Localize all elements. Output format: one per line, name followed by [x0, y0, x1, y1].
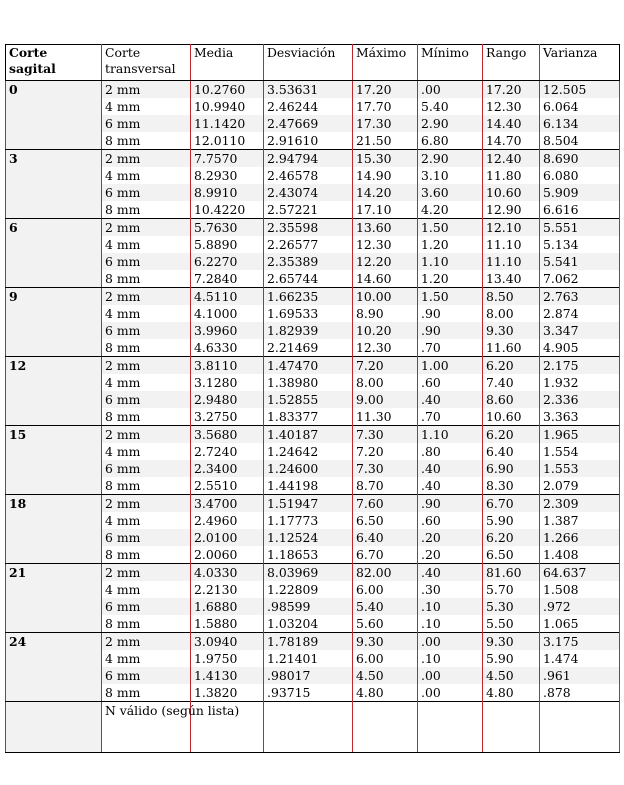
cell-minimo: .30: [418, 581, 483, 598]
cell-minimo: 6.80: [418, 132, 483, 150]
cell-maximo: 21.50: [353, 132, 418, 150]
header-row: [6, 45, 620, 81]
cell-maximo: 17.10: [353, 201, 418, 219]
cell-desviacion: .98599: [264, 598, 353, 615]
cell-transversal: 4 mm: [102, 443, 191, 460]
group-label: 0: [6, 81, 102, 150]
cell-varianza: 8.690: [540, 150, 620, 168]
cell-desviacion: 3.53631: [264, 81, 353, 99]
cell-maximo: 6.00: [353, 650, 418, 667]
cell-varianza: 8.504: [540, 132, 620, 150]
table-row: [6, 633, 620, 651]
cell-media: 6.2270: [191, 253, 264, 270]
cell-minimo: .40: [418, 460, 483, 477]
cell-maximo: 82.00: [353, 564, 418, 582]
cell-media: 7.7570: [191, 150, 264, 168]
cell-maximo: 6.50: [353, 512, 418, 529]
cell-media: 3.5680: [191, 426, 264, 444]
cell-maximo: 12.30: [353, 236, 418, 253]
cell-maximo: 9.30: [353, 633, 418, 651]
cell-transversal: 2 mm: [102, 81, 191, 99]
cell-varianza: 6.616: [540, 201, 620, 219]
cell-minimo: .10: [418, 650, 483, 667]
cell-desviacion: 1.18653: [264, 546, 353, 564]
cell-maximo: 7.20: [353, 357, 418, 375]
cell-transversal: 8 mm: [102, 546, 191, 564]
footer-row: [6, 702, 620, 753]
cell-transversal: 8 mm: [102, 615, 191, 633]
cell-rango: 8.50: [483, 288, 540, 306]
cell-minimo: .70: [418, 408, 483, 426]
cell-varianza: .972: [540, 598, 620, 615]
cell-minimo: .60: [418, 374, 483, 391]
cell-minimo: 1.50: [418, 288, 483, 306]
cell-transversal: 4 mm: [102, 98, 191, 115]
cell-media: 2.5510: [191, 477, 264, 495]
cell-media: 4.0330: [191, 564, 264, 582]
cell-maximo: 13.60: [353, 219, 418, 237]
cell-media: 8.9910: [191, 184, 264, 201]
cell-media: 4.5110: [191, 288, 264, 306]
cell-transversal: 8 mm: [102, 408, 191, 426]
cell-transversal: 2 mm: [102, 219, 191, 237]
cell-minimo: 1.20: [418, 270, 483, 288]
cell-minimo: .60: [418, 512, 483, 529]
cell-varianza: 5.909: [540, 184, 620, 201]
cell-varianza: 1.266: [540, 529, 620, 546]
cell-transversal: 6 mm: [102, 391, 191, 408]
cell-media: 1.9750: [191, 650, 264, 667]
cell-varianza: 3.347: [540, 322, 620, 339]
cell-transversal: 2 mm: [102, 150, 191, 168]
cell-desviacion: 2.35389: [264, 253, 353, 270]
cell-transversal: 8 mm: [102, 132, 191, 150]
cell-transversal: 8 mm: [102, 684, 191, 702]
cell-rango: 8.30: [483, 477, 540, 495]
cell-media: 10.4220: [191, 201, 264, 219]
cell-minimo: .10: [418, 615, 483, 633]
footer-empty-cell: [540, 702, 620, 753]
statistics-table: [5, 44, 620, 753]
cell-transversal: 2 mm: [102, 564, 191, 582]
footer-empty-cell: [483, 702, 540, 753]
cell-media: 1.6880: [191, 598, 264, 615]
cell-media: 2.0060: [191, 546, 264, 564]
footer-empty-cell: [6, 702, 102, 753]
cell-maximo: 8.00: [353, 374, 418, 391]
cell-desviacion: 8.03969: [264, 564, 353, 582]
cell-minimo: 1.10: [418, 253, 483, 270]
cell-rango: 9.30: [483, 633, 540, 651]
header-rango: Rango: [483, 45, 540, 81]
cell-varianza: 2.079: [540, 477, 620, 495]
table-body: [6, 81, 620, 753]
cell-maximo: 17.20: [353, 81, 418, 99]
cell-minimo: .00: [418, 667, 483, 684]
cell-desviacion: 1.24600: [264, 460, 353, 477]
cell-media: 3.0940: [191, 633, 264, 651]
cell-media: 3.1280: [191, 374, 264, 391]
cell-varianza: 7.062: [540, 270, 620, 288]
cell-media: 5.8890: [191, 236, 264, 253]
cell-varianza: 1.965: [540, 426, 620, 444]
header-corte-sagital: Corte sagital: [6, 45, 102, 81]
cell-maximo: 14.90: [353, 167, 418, 184]
cell-media: 1.3820: [191, 684, 264, 702]
cell-varianza: 2.874: [540, 305, 620, 322]
cell-rango: 9.30: [483, 322, 540, 339]
cell-rango: 17.20: [483, 81, 540, 99]
cell-maximo: 5.40: [353, 598, 418, 615]
cell-varianza: 6.134: [540, 115, 620, 132]
cell-desviacion: .98017: [264, 667, 353, 684]
cell-transversal: 8 mm: [102, 201, 191, 219]
cell-desviacion: 2.21469: [264, 339, 353, 357]
cell-minimo: 1.20: [418, 236, 483, 253]
cell-varianza: 1.932: [540, 374, 620, 391]
header-maximo: Máximo: [353, 45, 418, 81]
group-label: 6: [6, 219, 102, 288]
table-row: [6, 564, 620, 582]
cell-minimo: 5.40: [418, 98, 483, 115]
cell-transversal: 6 mm: [102, 253, 191, 270]
cell-minimo: .80: [418, 443, 483, 460]
cell-minimo: .40: [418, 564, 483, 582]
cell-desviacion: 1.66235: [264, 288, 353, 306]
cell-varianza: 1.474: [540, 650, 620, 667]
footer-empty-cell: [353, 702, 418, 753]
cell-minimo: 1.50: [418, 219, 483, 237]
cell-rango: 6.20: [483, 529, 540, 546]
table-row: [6, 150, 620, 168]
cell-varianza: 6.064: [540, 98, 620, 115]
cell-desviacion: 1.82939: [264, 322, 353, 339]
cell-transversal: 6 mm: [102, 115, 191, 132]
cell-desviacion: 1.40187: [264, 426, 353, 444]
cell-rango: 5.30: [483, 598, 540, 615]
cell-minimo: .90: [418, 495, 483, 513]
header-varianza: Varianza: [540, 45, 620, 81]
cell-media: 10.2760: [191, 81, 264, 99]
cell-desviacion: 1.69533: [264, 305, 353, 322]
cell-varianza: 2.175: [540, 357, 620, 375]
cell-varianza: 3.175: [540, 633, 620, 651]
cell-desviacion: 2.91610: [264, 132, 353, 150]
cell-maximo: 15.30: [353, 150, 418, 168]
cell-rango: 6.90: [483, 460, 540, 477]
group-label: 12: [6, 357, 102, 426]
cell-transversal: 2 mm: [102, 633, 191, 651]
cell-desviacion: 1.03204: [264, 615, 353, 633]
cell-rango: 81.60: [483, 564, 540, 582]
cell-desviacion: 2.46578: [264, 167, 353, 184]
cell-desviacion: 1.78189: [264, 633, 353, 651]
cell-minimo: 1.00: [418, 357, 483, 375]
cell-transversal: 4 mm: [102, 581, 191, 598]
cell-maximo: 17.30: [353, 115, 418, 132]
cell-varianza: 64.637: [540, 564, 620, 582]
cell-varianza: 4.905: [540, 339, 620, 357]
cell-rango: 5.50: [483, 615, 540, 633]
cell-minimo: 4.20: [418, 201, 483, 219]
cell-minimo: .20: [418, 546, 483, 564]
header-corte-transversal: Corte transversal: [102, 45, 191, 81]
cell-varianza: 1.387: [540, 512, 620, 529]
cell-varianza: 5.541: [540, 253, 620, 270]
cell-transversal: 8 mm: [102, 339, 191, 357]
cell-desviacion: 2.26577: [264, 236, 353, 253]
cell-varianza: 2.309: [540, 495, 620, 513]
cell-rango: 11.10: [483, 253, 540, 270]
cell-maximo: 8.90: [353, 305, 418, 322]
header-minimo: Mínimo: [418, 45, 483, 81]
cell-rango: 14.40: [483, 115, 540, 132]
cell-rango: 4.50: [483, 667, 540, 684]
cell-media: 4.6330: [191, 339, 264, 357]
cell-rango: 10.60: [483, 184, 540, 201]
cell-transversal: 4 mm: [102, 236, 191, 253]
cell-transversal: 2 mm: [102, 495, 191, 513]
cell-media: 2.0100: [191, 529, 264, 546]
cell-maximo: 14.20: [353, 184, 418, 201]
cell-desviacion: 1.24642: [264, 443, 353, 460]
header-media: Media: [191, 45, 264, 81]
cell-rango: 5.70: [483, 581, 540, 598]
cell-desviacion: 1.22809: [264, 581, 353, 598]
cell-minimo: .90: [418, 322, 483, 339]
cell-maximo: 4.80: [353, 684, 418, 702]
cell-media: 5.7630: [191, 219, 264, 237]
cell-maximo: 7.60: [353, 495, 418, 513]
footer-n-valido: N válido (según lista): [102, 702, 191, 753]
table-row: [6, 288, 620, 306]
cell-transversal: 4 mm: [102, 512, 191, 529]
cell-transversal: 4 mm: [102, 650, 191, 667]
cell-varianza: 6.080: [540, 167, 620, 184]
cell-maximo: 9.00: [353, 391, 418, 408]
cell-varianza: 5.134: [540, 236, 620, 253]
cell-varianza: 12.505: [540, 81, 620, 99]
cell-minimo: 1.10: [418, 426, 483, 444]
cell-rango: 5.90: [483, 650, 540, 667]
cell-varianza: .961: [540, 667, 620, 684]
group-label: 24: [6, 633, 102, 702]
cell-transversal: 2 mm: [102, 357, 191, 375]
cell-rango: 11.60: [483, 339, 540, 357]
cell-minimo: .90: [418, 305, 483, 322]
cell-minimo: 2.90: [418, 150, 483, 168]
cell-varianza: 3.363: [540, 408, 620, 426]
cell-desviacion: 2.65744: [264, 270, 353, 288]
cell-media: 7.2840: [191, 270, 264, 288]
cell-rango: 12.90: [483, 201, 540, 219]
cell-transversal: 6 mm: [102, 667, 191, 684]
cell-desviacion: 1.12524: [264, 529, 353, 546]
cell-maximo: 6.00: [353, 581, 418, 598]
cell-minimo: .10: [418, 598, 483, 615]
cell-rango: 6.50: [483, 546, 540, 564]
cell-maximo: 11.30: [353, 408, 418, 426]
cell-varianza: 1.065: [540, 615, 620, 633]
cell-media: 11.1420: [191, 115, 264, 132]
cell-rango: 11.80: [483, 167, 540, 184]
cell-varianza: .878: [540, 684, 620, 702]
cell-maximo: 12.20: [353, 253, 418, 270]
cell-media: 1.5880: [191, 615, 264, 633]
cell-minimo: .70: [418, 339, 483, 357]
cell-rango: 4.80: [483, 684, 540, 702]
cell-transversal: 6 mm: [102, 598, 191, 615]
cell-maximo: 17.70: [353, 98, 418, 115]
cell-rango: 5.90: [483, 512, 540, 529]
cell-rango: 12.10: [483, 219, 540, 237]
cell-maximo: 14.60: [353, 270, 418, 288]
cell-desviacion: 1.21401: [264, 650, 353, 667]
cell-media: 1.4130: [191, 667, 264, 684]
group-label: 21: [6, 564, 102, 633]
cell-transversal: 6 mm: [102, 322, 191, 339]
cell-minimo: .00: [418, 81, 483, 99]
table-row: [6, 219, 620, 237]
cell-rango: 6.20: [483, 426, 540, 444]
cell-minimo: .00: [418, 633, 483, 651]
cell-desviacion: 1.47470: [264, 357, 353, 375]
cell-varianza: 1.553: [540, 460, 620, 477]
cell-maximo: 6.40: [353, 529, 418, 546]
cell-transversal: 4 mm: [102, 167, 191, 184]
cell-maximo: 4.50: [353, 667, 418, 684]
cell-rango: 13.40: [483, 270, 540, 288]
cell-maximo: 7.30: [353, 460, 418, 477]
cell-media: 2.7240: [191, 443, 264, 460]
cell-desviacion: .93715: [264, 684, 353, 702]
cell-transversal: 8 mm: [102, 477, 191, 495]
group-label: 3: [6, 150, 102, 219]
cell-minimo: .40: [418, 477, 483, 495]
cell-media: 10.9940: [191, 98, 264, 115]
cell-media: 3.9960: [191, 322, 264, 339]
cell-media: 2.9480: [191, 391, 264, 408]
cell-media: 8.2930: [191, 167, 264, 184]
cell-varianza: 1.554: [540, 443, 620, 460]
cell-maximo: 10.20: [353, 322, 418, 339]
table-row: [6, 357, 620, 375]
footer-empty-cell: [264, 702, 353, 753]
group-label: 9: [6, 288, 102, 357]
cell-transversal: 4 mm: [102, 305, 191, 322]
cell-transversal: 2 mm: [102, 288, 191, 306]
cell-desviacion: 2.35598: [264, 219, 353, 237]
cell-desviacion: 2.47669: [264, 115, 353, 132]
cell-transversal: 2 mm: [102, 426, 191, 444]
cell-transversal: 6 mm: [102, 460, 191, 477]
cell-rango: 14.70: [483, 132, 540, 150]
cell-minimo: 3.10: [418, 167, 483, 184]
cell-rango: 6.40: [483, 443, 540, 460]
cell-transversal: 6 mm: [102, 529, 191, 546]
cell-maximo: 12.30: [353, 339, 418, 357]
cell-media: 3.8110: [191, 357, 264, 375]
cell-varianza: 2.763: [540, 288, 620, 306]
cell-maximo: 7.30: [353, 426, 418, 444]
cell-rango: 11.10: [483, 236, 540, 253]
cell-desviacion: 2.94794: [264, 150, 353, 168]
cell-rango: 12.40: [483, 150, 540, 168]
cell-media: 2.4960: [191, 512, 264, 529]
group-label: 18: [6, 495, 102, 564]
cell-minimo: 2.90: [418, 115, 483, 132]
cell-maximo: 8.70: [353, 477, 418, 495]
cell-media: 2.2130: [191, 581, 264, 598]
cell-media: 3.2750: [191, 408, 264, 426]
cell-desviacion: 1.38980: [264, 374, 353, 391]
cell-media: 12.0110: [191, 132, 264, 150]
cell-varianza: 1.508: [540, 581, 620, 598]
cell-maximo: 10.00: [353, 288, 418, 306]
cell-varianza: 5.551: [540, 219, 620, 237]
cell-transversal: 4 mm: [102, 374, 191, 391]
cell-rango: 6.70: [483, 495, 540, 513]
cell-rango: 8.60: [483, 391, 540, 408]
cell-desviacion: 2.43074: [264, 184, 353, 201]
cell-desviacion: 1.51947: [264, 495, 353, 513]
table-row: [6, 495, 620, 513]
cell-maximo: 7.20: [353, 443, 418, 460]
cell-rango: 12.30: [483, 98, 540, 115]
cell-desviacion: 1.83377: [264, 408, 353, 426]
cell-maximo: 5.60: [353, 615, 418, 633]
header-desviacion: Desviación: [264, 45, 353, 81]
footer-empty-cell: [418, 702, 483, 753]
cell-transversal: 6 mm: [102, 184, 191, 201]
cell-desviacion: 1.52855: [264, 391, 353, 408]
cell-minimo: .20: [418, 529, 483, 546]
cell-transversal: 8 mm: [102, 270, 191, 288]
table-row: [6, 81, 620, 99]
cell-rango: 10.60: [483, 408, 540, 426]
cell-minimo: .40: [418, 391, 483, 408]
cell-media: 4.1000: [191, 305, 264, 322]
cell-minimo: .00: [418, 684, 483, 702]
cell-desviacion: 1.17773: [264, 512, 353, 529]
group-label: 15: [6, 426, 102, 495]
cell-desviacion: 2.46244: [264, 98, 353, 115]
cell-varianza: 2.336: [540, 391, 620, 408]
cell-rango: 7.40: [483, 374, 540, 391]
table-row: [6, 426, 620, 444]
cell-desviacion: 1.44198: [264, 477, 353, 495]
cell-rango: 6.20: [483, 357, 540, 375]
cell-rango: 8.00: [483, 305, 540, 322]
cell-minimo: 3.60: [418, 184, 483, 201]
cell-media: 3.4700: [191, 495, 264, 513]
cell-media: 2.3400: [191, 460, 264, 477]
cell-varianza: 1.408: [540, 546, 620, 564]
cell-maximo: 6.70: [353, 546, 418, 564]
cell-desviacion: 2.57221: [264, 201, 353, 219]
